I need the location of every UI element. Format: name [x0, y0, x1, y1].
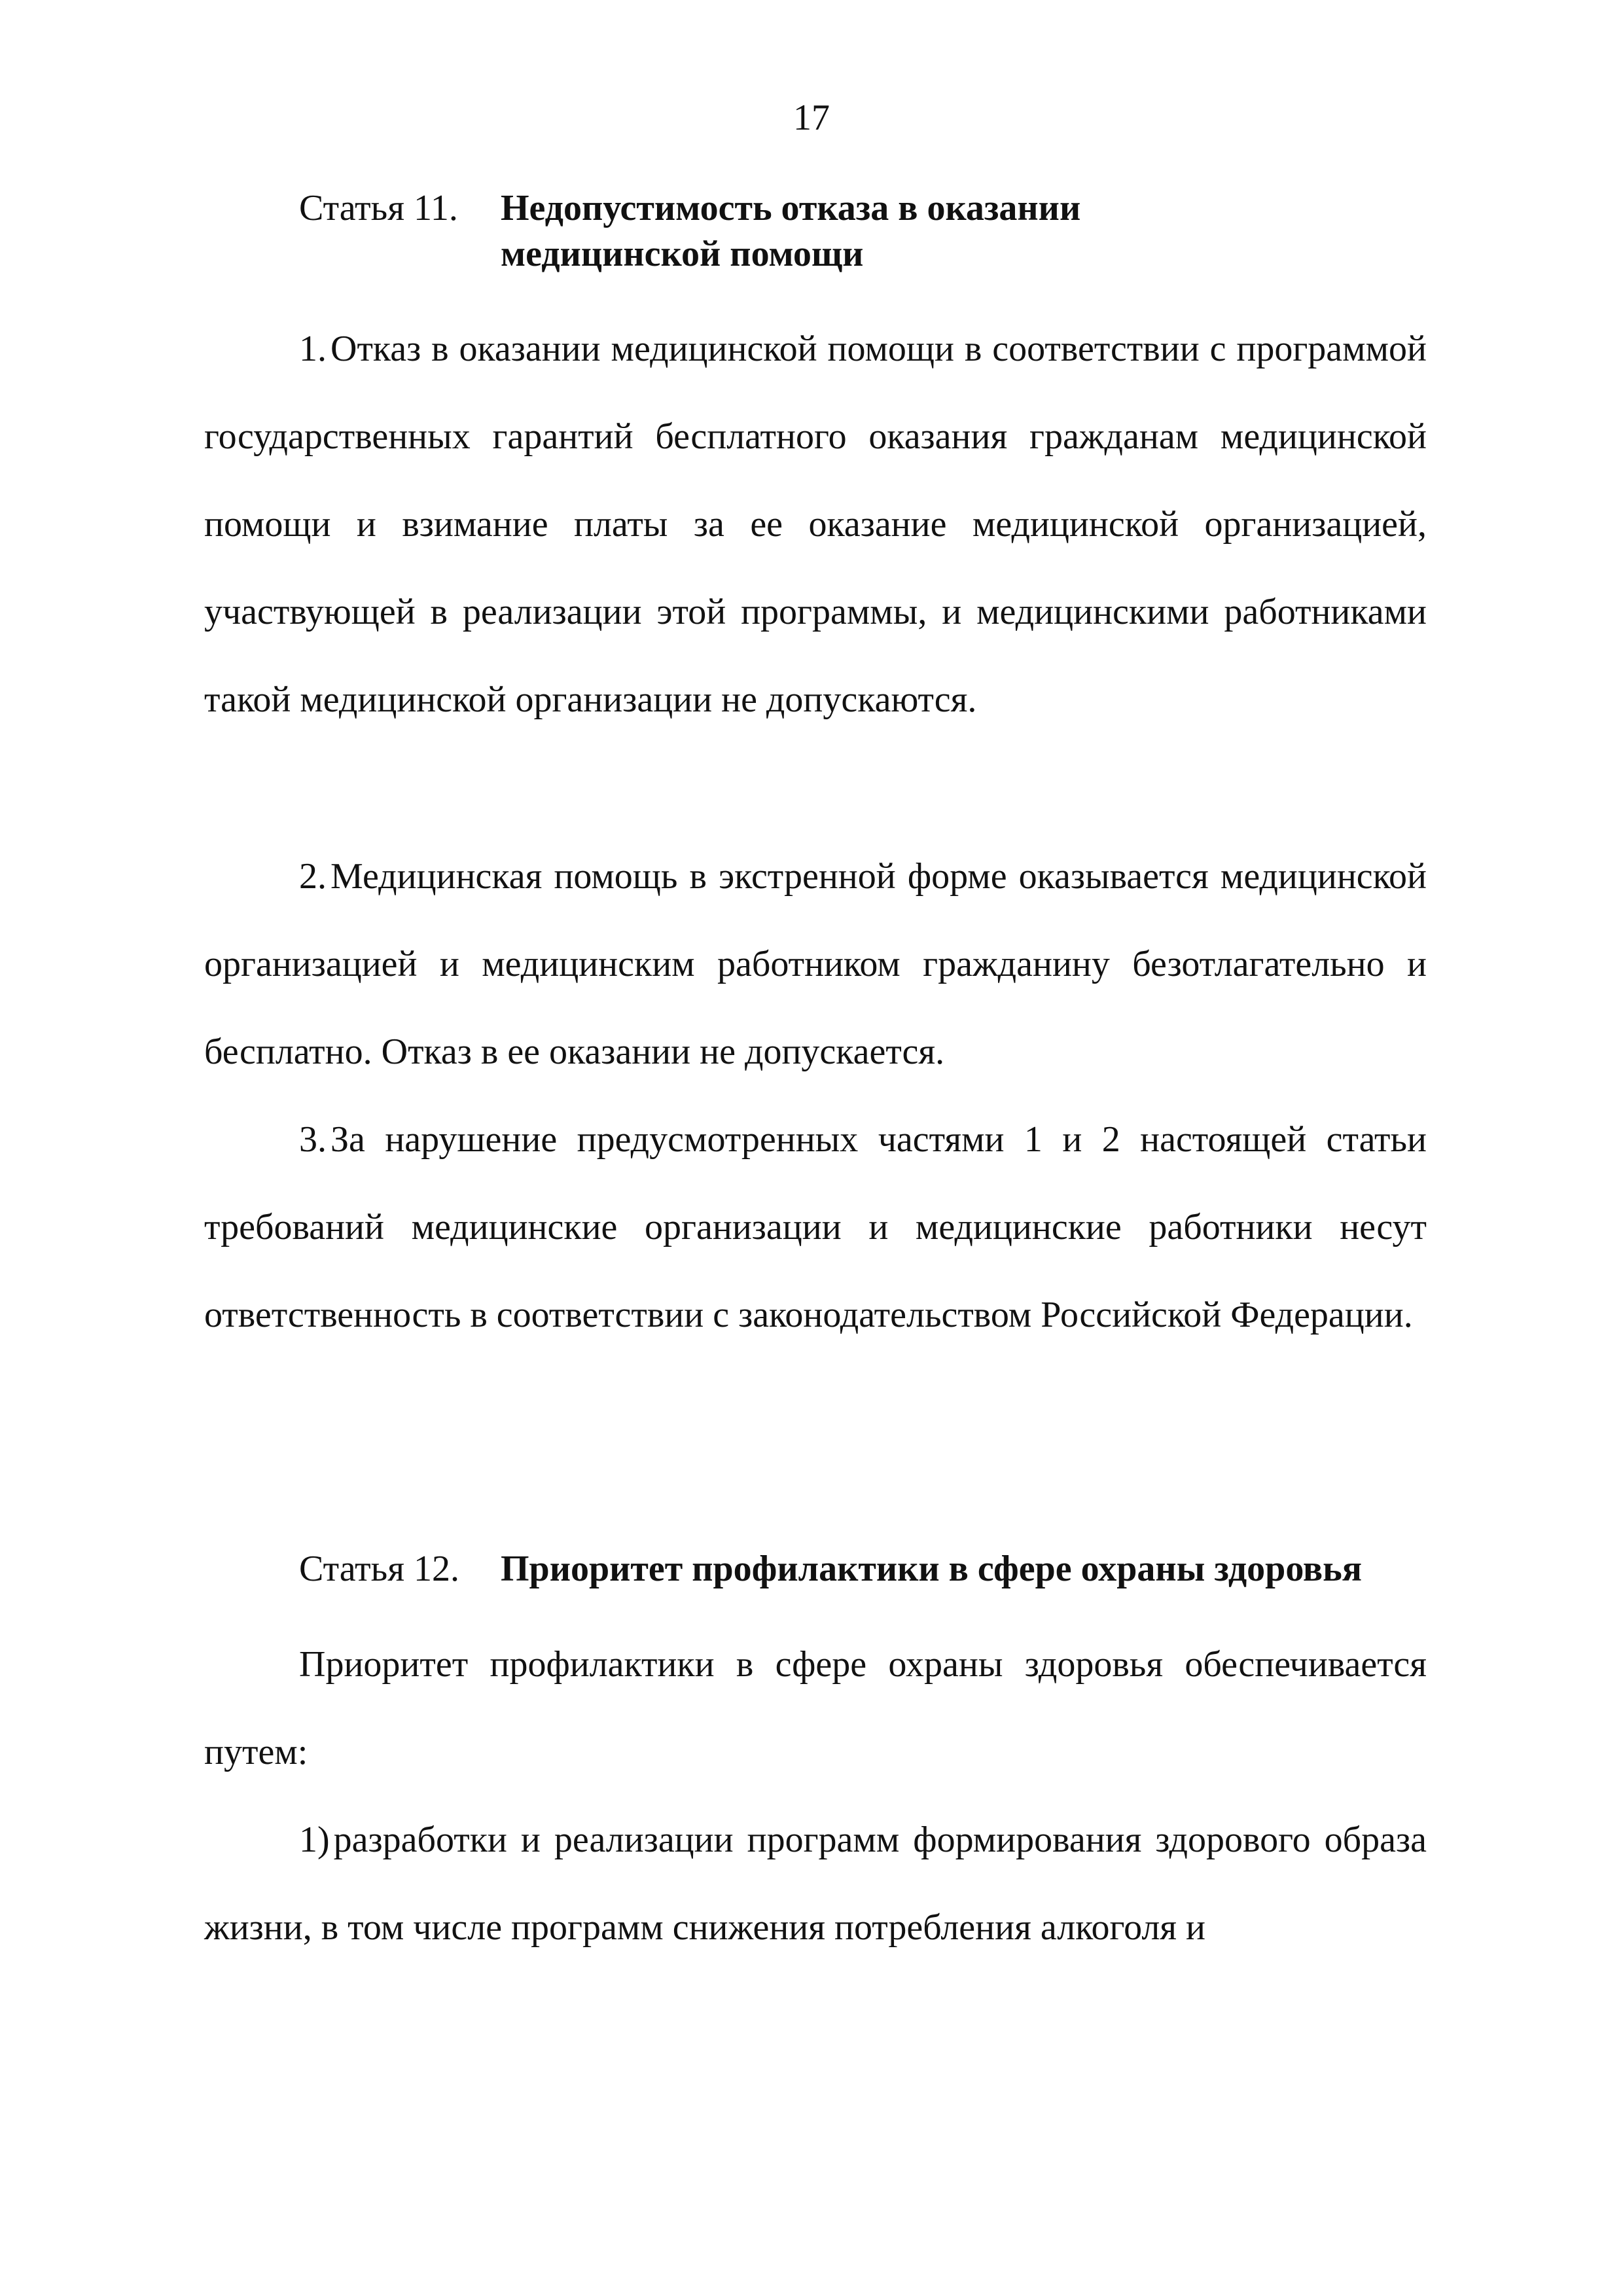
article-12-title: Приоритет профилактики в сфере охраны здоровья [501, 1549, 1363, 1589]
paragraph-number: 3. [299, 1119, 327, 1160]
article-11-title-line-2: медицинской помощи [501, 234, 864, 274]
article-11-heading [299, 185, 1080, 277]
article-12-intro: Приоритет профилактики в сфере охраны здоровья обеспечивается путем: [204, 1644, 1427, 1772]
article-12-label: Статья 12. [299, 1549, 459, 1589]
article-12-item-1 [204, 1796, 1427, 1971]
paragraph-number: 2. [299, 856, 327, 897]
paragraph-text: Отказ в оказании медицинской помощи в соответствии с программой государственных гарантий бесплатного оказания гражданам медицинской помощи и взимание платы за ее оказание медицинской организацией, участвующей в реализации этой программы, и медицинскими работниками такой медицинской организации не допускаются. [204, 329, 1427, 720]
paragraph-text: За нарушение предусмотренных частями 1 и 2 настоящей статьи требований медицинские организации и медицинские работники несут ответственность в соответствии с законодательством Российской Федерации. [204, 1119, 1427, 1335]
paragraph-number: 1. [299, 329, 327, 369]
article-11-paragraph-3 [204, 1096, 1427, 1359]
item-text: разработки и реализации программ формирования здорового образа жизни, в том числе программ снижения потребления алкоголя и [204, 1820, 1427, 1948]
article-11-label: Статья 11. [299, 188, 458, 228]
article-11-title-line-1: Недопустимость отказа в оказании [501, 188, 1081, 228]
article-11-title [501, 185, 1080, 277]
item-number: 1) [299, 1820, 330, 1860]
paragraph-text: Медицинская помощь в экстренной форме оказывается медицинской организацией и медицинским работником гражданину безотлагательно и бесплатно. Отказ в ее оказании не допускается. [204, 856, 1427, 1072]
article-12-heading [299, 1546, 1362, 1592]
page-number: 17 [793, 98, 830, 138]
article-11-paragraph-1 [204, 305, 1427, 744]
article-11-paragraph-2 [204, 833, 1427, 1096]
